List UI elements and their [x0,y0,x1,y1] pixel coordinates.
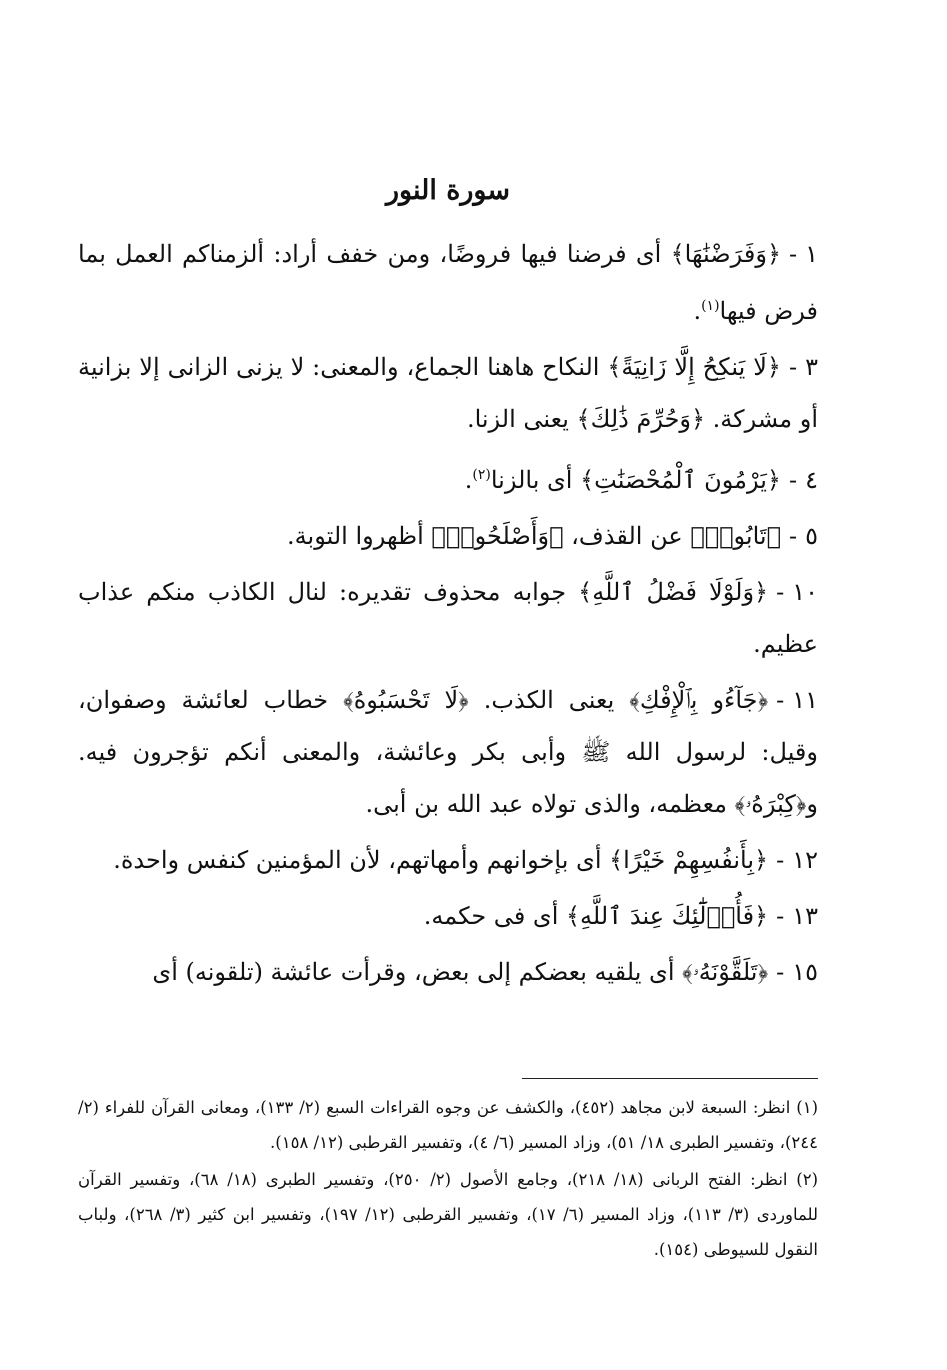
verse-number: ١٥ [792,958,818,986]
entries-list [78,228,818,1002]
verse-number: ١٢ [792,846,818,874]
verse-commentary: ﴿بِأَنفُسِهِمْ خَيْرًا﴾ أى بإخوانهم وأمهاتهم، لأن المؤمنين كنفس واحدة. [113,846,769,874]
verse-number: ١٣ [792,902,818,930]
verse-entry [78,566,818,670]
verse-commentary: ﴿فَأُو۟لَٰٓئِكَ عِندَ ٱللَّهِ﴾ أى فى حكمه. [423,902,769,930]
verse-tail: . [464,466,473,494]
verse-separator: - [789,522,798,550]
verse-separator: - [776,958,785,986]
verse-number: ١ [805,240,819,268]
verse-entry [78,341,818,445]
verse-commentary: ﴿وَفَرَضْنَٰهَا﴾ أى فرضنا فيها فروضًا، ومن خفف أراد: ألزمناكم العمل بما فرض فيها [78,240,818,325]
verse-separator: - [776,686,785,714]
verse-commentary: ﴿تَابُوا۟﴾ عن القذف، ﴿وَأَصْلَحُوا۟﴾ أظهروا التوبة. [287,522,781,550]
verse-entry [78,890,818,942]
verse-separator: - [789,240,798,268]
verse-entry [78,946,818,998]
verse-entry [78,228,818,337]
verse-commentary: ﴿وَلَوْلَا فَضْلُ ٱللَّهِ﴾ جوابه محذوف تقديره: لنال الكاذب منكم عذاب عظيم. [78,578,818,658]
verse-number: ٤ [805,466,818,494]
verse-number: ١١ [792,686,818,714]
verse-number: ١٠ [792,578,818,606]
verse-number: ٥ [805,522,818,550]
verse-separator: - [776,846,785,874]
verse-entry [78,510,818,562]
footnote-divider [522,1078,818,1079]
verse-commentary: ﴿لَا يَنكِحُ إِلَّا زَانِيَةً﴾ النكاح هاهنا الجماع، والمعنى: لا يزنى الزانى إلا بزانية أو مشركة. ﴿وَحُرِّمَ ذَٰلِكَ﴾ يعنى الزنا. [78,353,818,433]
verse-separator: - [776,578,785,606]
footnote-reference[interactable]: (٢) [472,467,491,483]
page-title: سورة النور [385,175,511,206]
verse-commentary: ﴿جَآءُو بِٱلْإِفْكِ﴾ يعنى الكذب. ﴿لَا تَحْسَبُوهُ﴾ خطاب لعائشة وصفوان، وقيل: لرسول الله ﷺ وأبى بكر وعائشة، والمعنى أنكم تؤجرون فيه. و﴿كِبْرَهُۥ﴾ معظمه، والذى تولاه عبد الله بن أبى. [78,686,818,818]
footnote: (١) انظر: السبعة لابن مجاهد (٤٥٢)، والكشف عن وجوه القراءات السبع (٢/ ١٣٣)، ومعانى القرآن للفراء (٢/ ٢٤٤)، وتفسير الطبرى ١٨/ ٥١)، وزاد المسير (٦/ ٤)، وتفسير القرطبى (١٢/ ١٥٨). [78,1098,818,1152]
book-page [78,0,818,1370]
verse-entry [78,834,818,886]
verse-entry [78,674,818,830]
verse-commentary: ﴿تَلَقَّوْنَهُۥ﴾ أى يلقيه بعضكم إلى بعض، وقرأت عائشة (تلقونه) أى [152,958,769,986]
footnotes-list [78,1090,818,1269]
verse-separator: - [789,466,798,494]
verse-separator: - [776,902,785,930]
verse-number: ٣ [805,353,818,381]
verse-entry [78,449,818,506]
verse-tail: . [693,297,702,325]
footnote: (٢) انظر: الفتح الربانى (١٨/ ٢١٨)، وجامع الأصول (٢/ ٢٥٠)، وتفسير الطبرى (١٨/ ٦٨)، وتفسير القرآن للماوردى (٣/ ١١٣)، وزاد المسير (٦/ ١٧)، وتفسير القرطبى (١٢/ ١٩٧)، وتفسير ابن كثير (٣/ ٢٦٨)، ولباب النقول للسيوطى (١٥٤). [78,1170,818,1259]
verse-commentary: ﴿يَرْمُونَ ٱلْمُحْصَنَٰتِ﴾ أى بالزنا [490,466,781,494]
verse-separator: - [789,353,798,381]
footnote-reference[interactable]: (١) [701,298,720,314]
